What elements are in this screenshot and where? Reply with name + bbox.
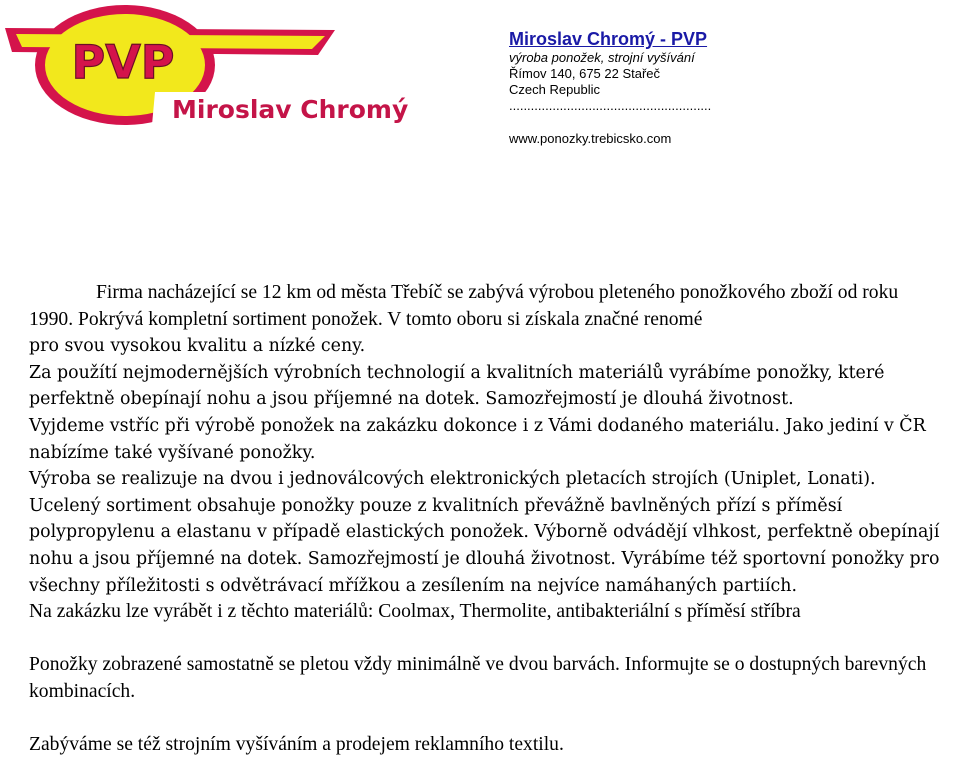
company-description xyxy=(29,280,947,759)
paragraph-materials: Na zakázku lze vyrábět i z těchto materiálů: Coolmax, Thermolite, antibakteriální s příměsí stříbra xyxy=(29,601,801,623)
website-link[interactable]: www.ponozky.trebicsko.com xyxy=(509,131,672,146)
logo-name: Miroslav Chromý xyxy=(172,95,409,124)
company-name-link[interactable]: Miroslav Chromý - PVP xyxy=(509,29,708,49)
paragraph-colors: Ponožky zobrazené samostatně se pletou vždy minimálně ve dvou barvách. Informujte se o dostupných barevných kombinacích. xyxy=(29,654,927,702)
company-tagline: výroba ponožek, strojní vyšívání xyxy=(509,50,695,65)
pvp-logo xyxy=(0,0,420,135)
paragraph-quality: pro svou vysokou kvalitu a nízké ceny. xyxy=(29,336,366,357)
dotted-separator: ........................................................ xyxy=(509,98,712,113)
logo-letters: PVP xyxy=(71,35,175,89)
company-country: Czech Republic xyxy=(509,82,601,97)
paragraph-intro: Firma nacházející se 12 km od města Třebíč se zabývá výrobou pleteného ponožkového zboží od roku 1990. Pokrývá kompletní sortiment ponožek. V tomto oboru si získala značné renomé xyxy=(29,282,899,330)
paragraph-custom-orders: Vyjdeme vstříc při výrobě ponožek na zakázku dokonce i z Vámi dodaného materiálu. Jako jediní v ČR nabízíme také vyšívané ponožky. xyxy=(29,415,926,463)
paragraph-assortment: Ucelený sortiment obsahuje ponožky pouze z kvalitních převážně bavlněných přízí s příměsí polypropylenu a elastanu v případě elastických ponožek. Výborně odvádějí vlhkost, perfektně obepínají nohu a jsou příjemné na dotek. Samozřejmostí je dlouhá životnost. Vyrábíme též sportovní ponožky pro všechny příležitosti s odvětrávací mřížkou a zesílením na nejvíce namáhaných partiích. xyxy=(29,495,940,596)
paragraph-technology: Za použítí nejmodernějších výrobních technologií a kvalitních materiálů vyrábíme ponožky, které perfektně obepínají nohu a jsou příjemné na dotek. Samozřejmostí je dlouhá životnost. xyxy=(29,362,885,410)
contact-block xyxy=(509,29,809,147)
paragraph-embroidery: Zabýváme se též strojním vyšíváním a prodejem reklamního textilu. xyxy=(29,734,564,756)
paragraph-machines: Výroba se realizuje na dvou i jednoválcových elektronických pletacích strojích (Uniplet, Lonati). xyxy=(29,469,876,490)
company-address: Římov 140, 675 22 Stařeč xyxy=(509,66,661,81)
